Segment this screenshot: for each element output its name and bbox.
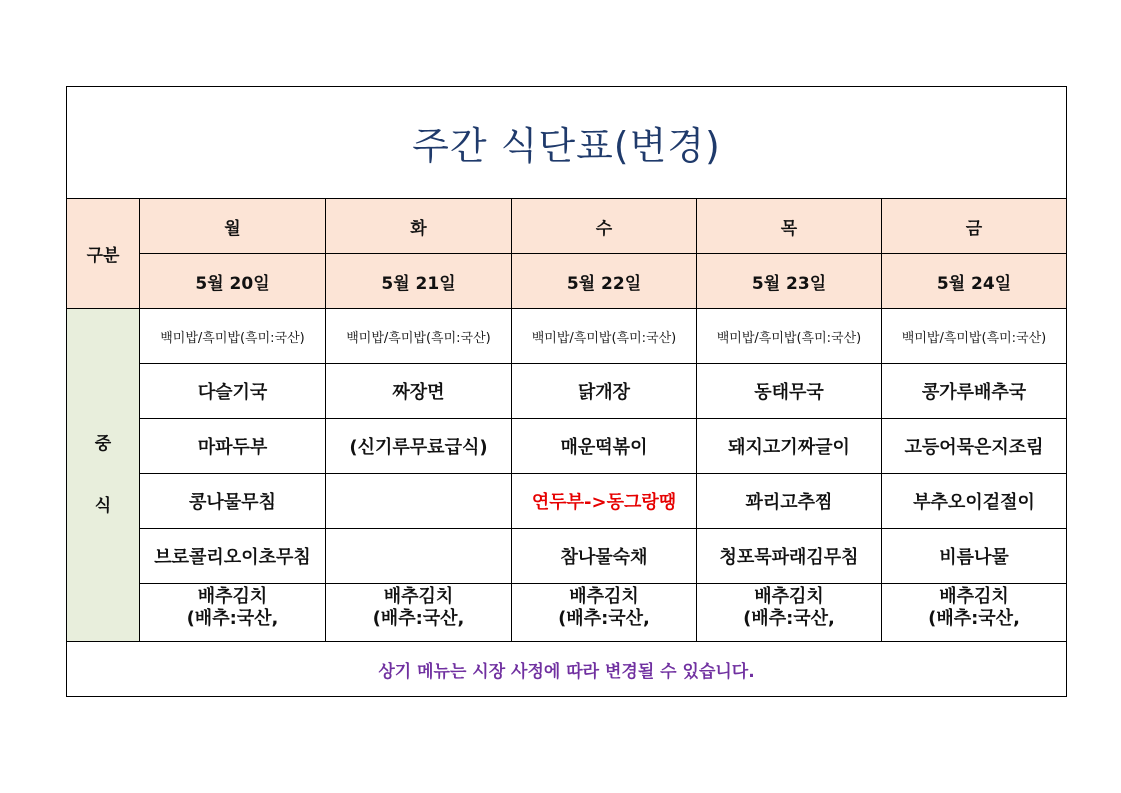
menu-cell: 다슬기국 [140, 364, 326, 419]
kimchi-origin: (배추:국산, [558, 608, 650, 629]
weekday-wed: 수 [512, 199, 697, 254]
menu-cell: 돼지고기짜글이 [697, 419, 882, 474]
kimchi-name: 배추김치 [197, 586, 268, 607]
weekday-fri: 금 [882, 199, 1067, 254]
menu-cell: 콩나물무침 [140, 474, 326, 529]
meal-label-lunch [67, 309, 140, 642]
kimchi-name: 배추김치 [569, 586, 639, 607]
kimchi-origin: (배추:국산, [372, 608, 465, 629]
notice-text: 상기 메뉴는 시장 사정에 따라 변경될 수 있습니다. [67, 642, 1067, 697]
meal-label-char-2: 식 [94, 496, 112, 516]
kimchi-cell [140, 584, 326, 642]
rice-thu: 백미밥/흑미밥(흑미:국산) [697, 309, 882, 364]
kimchi-origin: (배추:국산, [928, 608, 1020, 629]
menu-cell-changed: 연두부->동그랑땡 [512, 474, 697, 529]
rice-mon: 백미밥/흑미밥(흑미:국산) [140, 309, 326, 364]
menu-cell: 참나물숙채 [512, 529, 697, 584]
kimchi-origin: (배추:국산, [186, 608, 279, 629]
menu-cell: 비름나물 [882, 529, 1067, 584]
date-fri: 5월 24일 [882, 254, 1067, 309]
menu-cell: 콩가루배추국 [882, 364, 1067, 419]
kimchi-cell [512, 584, 697, 642]
weekly-menu-table [66, 86, 1067, 697]
menu-cell: 청포묵파래김무침 [697, 529, 882, 584]
page-title: 주간 식단표(변경) [67, 87, 1067, 199]
kimchi-name: 배추김치 [383, 586, 454, 607]
meal-label-char-1: 중 [94, 434, 112, 454]
menu-cell: 고등어묵은지조림 [882, 419, 1067, 474]
date-mon: 5월 20일 [140, 254, 326, 309]
menu-cell: 짜장면 [326, 364, 512, 419]
kimchi-cell [326, 584, 512, 642]
kimchi-name: 배추김치 [939, 586, 1009, 607]
menu-cell: 브로콜리오이초무침 [140, 529, 326, 584]
menu-cell: 마파두부 [140, 419, 326, 474]
rice-fri: 백미밥/흑미밥(흑미:국산) [882, 309, 1067, 364]
menu-row-side2 [67, 529, 1067, 584]
weekday-mon: 월 [140, 199, 326, 254]
menu-cell: 닭개장 [512, 364, 697, 419]
menu-sheet [66, 86, 1066, 697]
rice-wed: 백미밥/흑미밥(흑미:국산) [512, 309, 697, 364]
weekday-thu: 목 [697, 199, 882, 254]
menu-row-kimchi [67, 584, 1067, 642]
kimchi-name: 배추김치 [754, 586, 824, 607]
menu-cell: 부추오이겉절이 [882, 474, 1067, 529]
menu-cell: (신기루무료급식) [326, 419, 512, 474]
category-label: 구분 [67, 199, 140, 309]
rice-tue: 백미밥/흑미밥(흑미:국산) [326, 309, 512, 364]
kimchi-origin: (배추:국산, [743, 608, 835, 629]
date-wed: 5월 22일 [512, 254, 697, 309]
date-tue: 5월 21일 [326, 254, 512, 309]
menu-cell [326, 474, 512, 529]
kimchi-cell [697, 584, 882, 642]
menu-cell: 꽈리고추찜 [697, 474, 882, 529]
menu-cell: 동태무국 [697, 364, 882, 419]
menu-row-soup [67, 364, 1067, 419]
menu-cell: 매운떡볶이 [512, 419, 697, 474]
date-thu: 5월 23일 [697, 254, 882, 309]
menu-row-main [67, 419, 1067, 474]
kimchi-cell [882, 584, 1067, 642]
menu-cell [326, 529, 512, 584]
menu-row-side1 [67, 474, 1067, 529]
weekday-tue: 화 [326, 199, 512, 254]
